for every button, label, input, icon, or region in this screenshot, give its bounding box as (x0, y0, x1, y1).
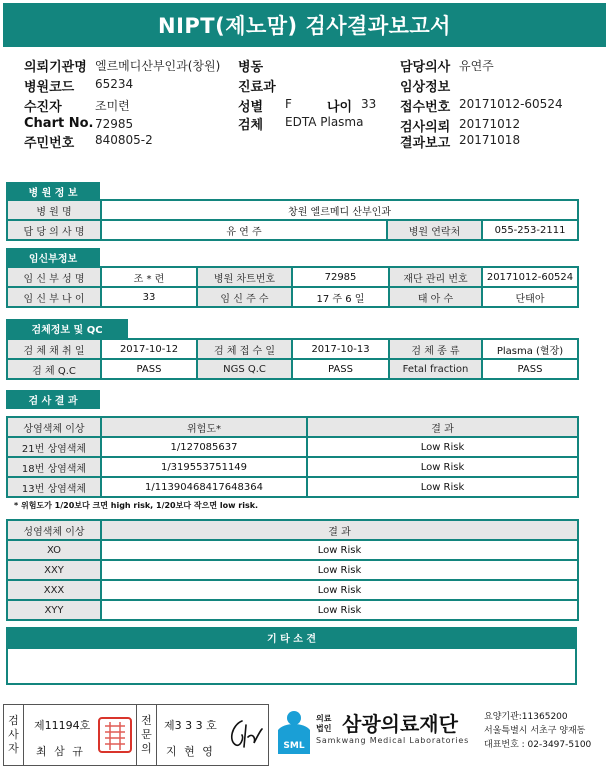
table-row (7, 457, 578, 477)
table-row (7, 560, 578, 580)
fetus-value: 단태아 (482, 287, 578, 307)
risk-value: 1/319553751149 (101, 457, 307, 477)
sex-chromosome-name: XO (7, 540, 101, 560)
organization-info: 요양기관:11365200 서울특별시 서초구 양재동 대표번호 : 02-3497-5100 (484, 712, 592, 750)
result-value: Low Risk (101, 540, 578, 560)
specimen-label: 검체 (238, 118, 264, 133)
specimen-type-label: 검 체 종 류 (389, 339, 482, 359)
doctor-value: 유연주 (459, 59, 494, 73)
receiver-label: 수진자 (24, 100, 62, 115)
sex-chromosome-name: XXX (7, 580, 101, 600)
specimen-type-value: Plasma (혈장) (482, 339, 578, 359)
hospital-section-label: 병 원 정 보 (6, 182, 100, 201)
hospital-name-value: 창원 엘르메디 산부인과 (101, 200, 578, 220)
foundation-value: 20171012-60524 (482, 267, 578, 287)
code-label: 병원코드 (24, 80, 75, 95)
code-value: 65234 (95, 77, 134, 91)
collect-label: 검 체 채 취 일 (7, 339, 101, 359)
pregnant-name-label: 임 신 부 성 명 (7, 267, 101, 287)
ngs-qc-value: PASS (292, 359, 389, 379)
organization-block (272, 706, 606, 764)
inspector-role: 검 사 자 (4, 705, 24, 765)
doctor-name-value: 유 연 주 (101, 220, 387, 240)
accession-label: 접수번호 (400, 100, 451, 115)
age-label: 나이 (327, 100, 353, 115)
weeks-label: 임 신 주 수 (197, 287, 292, 307)
result-value: Low Risk (307, 457, 578, 477)
autosome-name: 18번 상염색체 (7, 457, 101, 477)
autosome-name: 13번 상염색체 (7, 477, 101, 497)
sml-logo-icon (274, 708, 314, 756)
result-value: Low Risk (307, 477, 578, 497)
report-label: 결과보고 (400, 136, 451, 151)
request-value: 20171012 (459, 117, 521, 131)
remarks-body (6, 647, 577, 685)
qc-section-label: 검체정보 및 QC (6, 319, 128, 338)
receiver-value: 조미련 (95, 99, 130, 113)
result-section-label: 검 사 결 과 (6, 390, 100, 409)
report-title: NIPT(제노맘) 검사결과보고서 (3, 3, 606, 47)
col-risk-header: 위험도* (101, 417, 307, 437)
table-row (7, 437, 578, 457)
receipt-value: 2017-10-13 (292, 339, 389, 359)
inspector-name: 최 삼 규 (36, 745, 85, 758)
col-result-header: 결 과 (307, 417, 578, 437)
report-value: 20171018 (459, 133, 521, 147)
qc-table (6, 338, 579, 380)
contact-label: 병원 연락처 (387, 220, 482, 240)
dept-label: 진료과 (238, 80, 276, 95)
col-sex-header: 성염색체 이상 (7, 520, 101, 540)
fetal-fraction-label: Fetal fraction (389, 359, 482, 379)
pregnant-chart-label: 병원 차트번호 (197, 267, 292, 287)
hospital-name-label: 병 원 명 (7, 200, 101, 220)
specialist-name: 지 현 영 (166, 745, 215, 758)
remarks-header: 기 타 소 견 (6, 627, 577, 647)
pregnant-age-value: 33 (101, 287, 197, 307)
chart-label: Chart No. (24, 116, 94, 131)
contact-value: 055-253-2111 (482, 220, 578, 240)
receipt-label: 검 체 접 수 일 (197, 339, 292, 359)
doctor-label: 담당의사 (400, 60, 451, 75)
id-value: 840805-2 (95, 133, 153, 147)
weeks-value: 17 주 6 일 (292, 287, 389, 307)
chart-value: 72985 (95, 117, 134, 131)
organization-english-name: Samkwang Medical Laboratories (316, 736, 470, 745)
pregnant-age-label: 임 신 부 나 이 (7, 287, 101, 307)
pregnant-chart-value: 72985 (292, 267, 389, 287)
hospital-label: 의뢰기관명 (24, 60, 87, 75)
result-value: Low Risk (101, 560, 578, 580)
sex-chromosome-table (6, 519, 579, 621)
pregnant-section-label: 임신부정보 (6, 248, 100, 267)
sml-logo-text: SML (283, 741, 305, 751)
risk-value: 1/11390468417648364 (101, 477, 307, 497)
ward-label: 병동 (238, 60, 264, 75)
table-row (7, 600, 578, 620)
seal-stamp-icon (96, 715, 134, 755)
sex-chromosome-name: XYY (7, 600, 101, 620)
specimen-value: EDTA Plasma (285, 115, 364, 129)
specialist-number: 제3 3 3 호 (164, 719, 217, 732)
inspector-number: 제11194호 (34, 719, 91, 732)
fetus-label: 태 아 수 (389, 287, 482, 307)
autosome-result-table (6, 416, 579, 498)
table-row (7, 540, 578, 560)
patient-header (0, 52, 609, 152)
pregnant-name-value: 조 * 련 (101, 267, 197, 287)
result-value: Low Risk (307, 437, 578, 457)
id-label: 주민번호 (24, 136, 75, 151)
col-sex-result-header: 결 과 (101, 520, 578, 540)
request-label: 검사의뢰 (400, 120, 451, 135)
org-type: 의료 법인 (316, 714, 332, 733)
doctor-name-label: 담 당 의 사 명 (7, 220, 101, 240)
col-autosome-header: 상염색체 이상 (7, 417, 101, 437)
foundation-label: 재단 관리 번호 (389, 267, 482, 287)
result-value: Low Risk (101, 580, 578, 600)
signature-icon (224, 717, 264, 753)
autosome-name: 21번 상염색체 (7, 437, 101, 457)
hospital-table (6, 199, 579, 241)
signature-box (3, 704, 269, 766)
accession-value: 20171012-60524 (459, 97, 563, 111)
pregnant-table (6, 266, 579, 308)
ngs-qc-label: NGS Q.C (197, 359, 292, 379)
age-value: 33 (361, 97, 377, 111)
sex-chromosome-name: XXY (7, 560, 101, 580)
organization-name: 삼광의료재단 (342, 712, 458, 736)
sample-qc-label: 검 체 Q.C (7, 359, 101, 379)
risk-value: 1/127085637 (101, 437, 307, 457)
fetal-fraction-value: PASS (482, 359, 578, 379)
risk-footnote: * 위험도가 1/20보다 크면 high risk, 1/20보다 작으면 low risk. (14, 501, 259, 510)
specialist-role: 전 문 의 (137, 705, 157, 765)
sex-value: F (285, 97, 292, 111)
result-value: Low Risk (101, 600, 578, 620)
collect-value: 2017-10-12 (101, 339, 197, 359)
table-row (7, 477, 578, 497)
hospital-value: 엘르메디산부인과(창원) (95, 59, 221, 73)
clinical-label: 임상정보 (400, 80, 451, 95)
table-row (7, 580, 578, 600)
sample-qc-value: PASS (101, 359, 197, 379)
footer (0, 700, 609, 770)
sex-label: 성별 (238, 100, 264, 115)
